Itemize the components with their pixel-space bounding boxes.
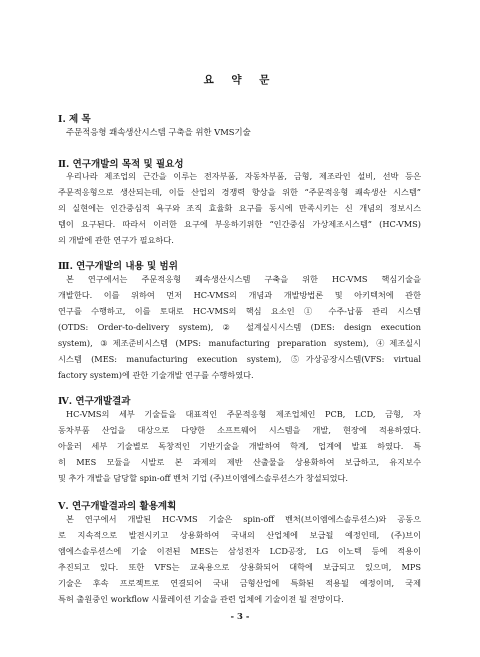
- section-5-line: 추진되고 있다. 또한 VFS는 교육용으로 상용화되어 대학에 보급되고 있으며, MPS: [58, 562, 421, 572]
- section-2-line: 우리나라 제조업의 근간을 이루는 전자부품, 자동차부품, 금형, 제조라인 설비, 선박 등은: [66, 171, 421, 181]
- section-5-line: 본 연구에서 개발된 HC-VMS 기술은 spin-off 벤처(브이엠에스솔루션스)와 공동으: [66, 514, 421, 524]
- section-3-heading: Ⅲ. 연구개발의 내용 및 범위: [58, 261, 178, 272]
- section-3-line: system), ③제조준비시스템 (MPS: manufacturing preparation system), ④제조실시: [58, 338, 421, 348]
- section-4-heading: Ⅳ. 연구개발결과: [58, 396, 131, 407]
- section-5-line: 로 지속적으로 발전시키고 상용화하여 국내의 산업체에 보급될 예정인데, (주)브이: [58, 530, 421, 540]
- section-3-line: 연구를 수행하고, 이를 토대로 HC-VMS의 핵심 요소인 ① 수주-납품 관리 시스템: [58, 306, 421, 316]
- section-2-heading: Ⅱ. 연구개발의 목적 및 필요성: [58, 159, 184, 170]
- section-2-line: 템이 요구된다. 따라서 이러한 요구에 부응하기위한 “인간중심 가상제조시스템” (HC-VMS): [58, 219, 421, 229]
- section-2-line: 의 개발에 관한 연구가 필요하다.: [58, 235, 174, 245]
- section-4-line: 동차부품 산업을 대상으로 다양한 소프트웨어 시스템을 개발, 현장에 적용하였다.: [58, 425, 421, 435]
- section-3-line: factory system)에 관한 기술개발 연구를 수행하였다.: [58, 370, 254, 380]
- section-1-heading: Ⅰ. 제 목: [58, 114, 91, 125]
- section-3-line: 본 연구에서는 주문적응형 쾌속생산시스템 구축을 위한 HC-VMS 핵심기술을: [66, 274, 421, 284]
- page-number: - 3 -: [230, 612, 250, 622]
- section-5-line: 기술은 후속 프로젝트로 연결되어 국내 금형산업에 특화된 적용될 예정이며, 국제: [58, 578, 421, 588]
- section-4-line: 히 MES 모듈을 시발로 본 과제의 제반 산출물을 상용화하여 보급하고, 유지보수: [58, 457, 421, 467]
- section-5-line: 엠에스솔루션스에 기술 이전된 MES는 삼성전자 LCD공장, LG 이노텍 등에 적용이: [58, 546, 421, 556]
- section-2-line: 주문적응형으로 생산되는데, 이들 산업의 경쟁력 향상을 위한 “주문적응형 쾌속생산 시스템”: [58, 187, 421, 197]
- section-4-line: 아울러 세부 기술별로 독창적인 기반기술을 개발하여 학계, 업계에 발표 하였다. 특: [58, 441, 421, 451]
- section-3-line: 시스템 (MES: manufacturing execution system), ⑤가상공장시스템(VFS: virtual: [58, 354, 421, 364]
- section-4-line: 및 추가 개발을 담당할 spin-off 벤처 기업 (주)브이엠에스솔루션스가 창설되었다.: [58, 473, 349, 483]
- section-5-line: 특허 출원중인 workflow 시뮬레이션 기술을 관련 업체에 기술이전 될 전망이다.: [58, 594, 344, 604]
- section-5-heading: Ⅴ. 연구개발결과의 활용계획: [58, 501, 177, 512]
- section-1-line: 주문적응형 쾌속생산시스템 구축을 위한 VMS기술: [66, 127, 251, 137]
- section-2-line: 의 실현에는 인간중심적 욕구와 조직 효율화 요구를 동시에 만족시키는 신 개념의 정보시스: [58, 203, 421, 213]
- section-4-line: HC-VMS의 세부 기술들을 대표적인 주문적응형 제조업체인 PCB, LCD, 금형, 자: [66, 409, 421, 419]
- section-3-line: 개발한다. 이를 위하여 먼저 HC-VMS의 개념과 개발방법론 및 아키텍처에 관한: [58, 290, 421, 300]
- page-title: 요 약 문: [203, 74, 277, 86]
- section-3-line: (OTDS: Order-to-delivery system), ② 설계실시시스템 (DES: design execution: [58, 322, 421, 332]
